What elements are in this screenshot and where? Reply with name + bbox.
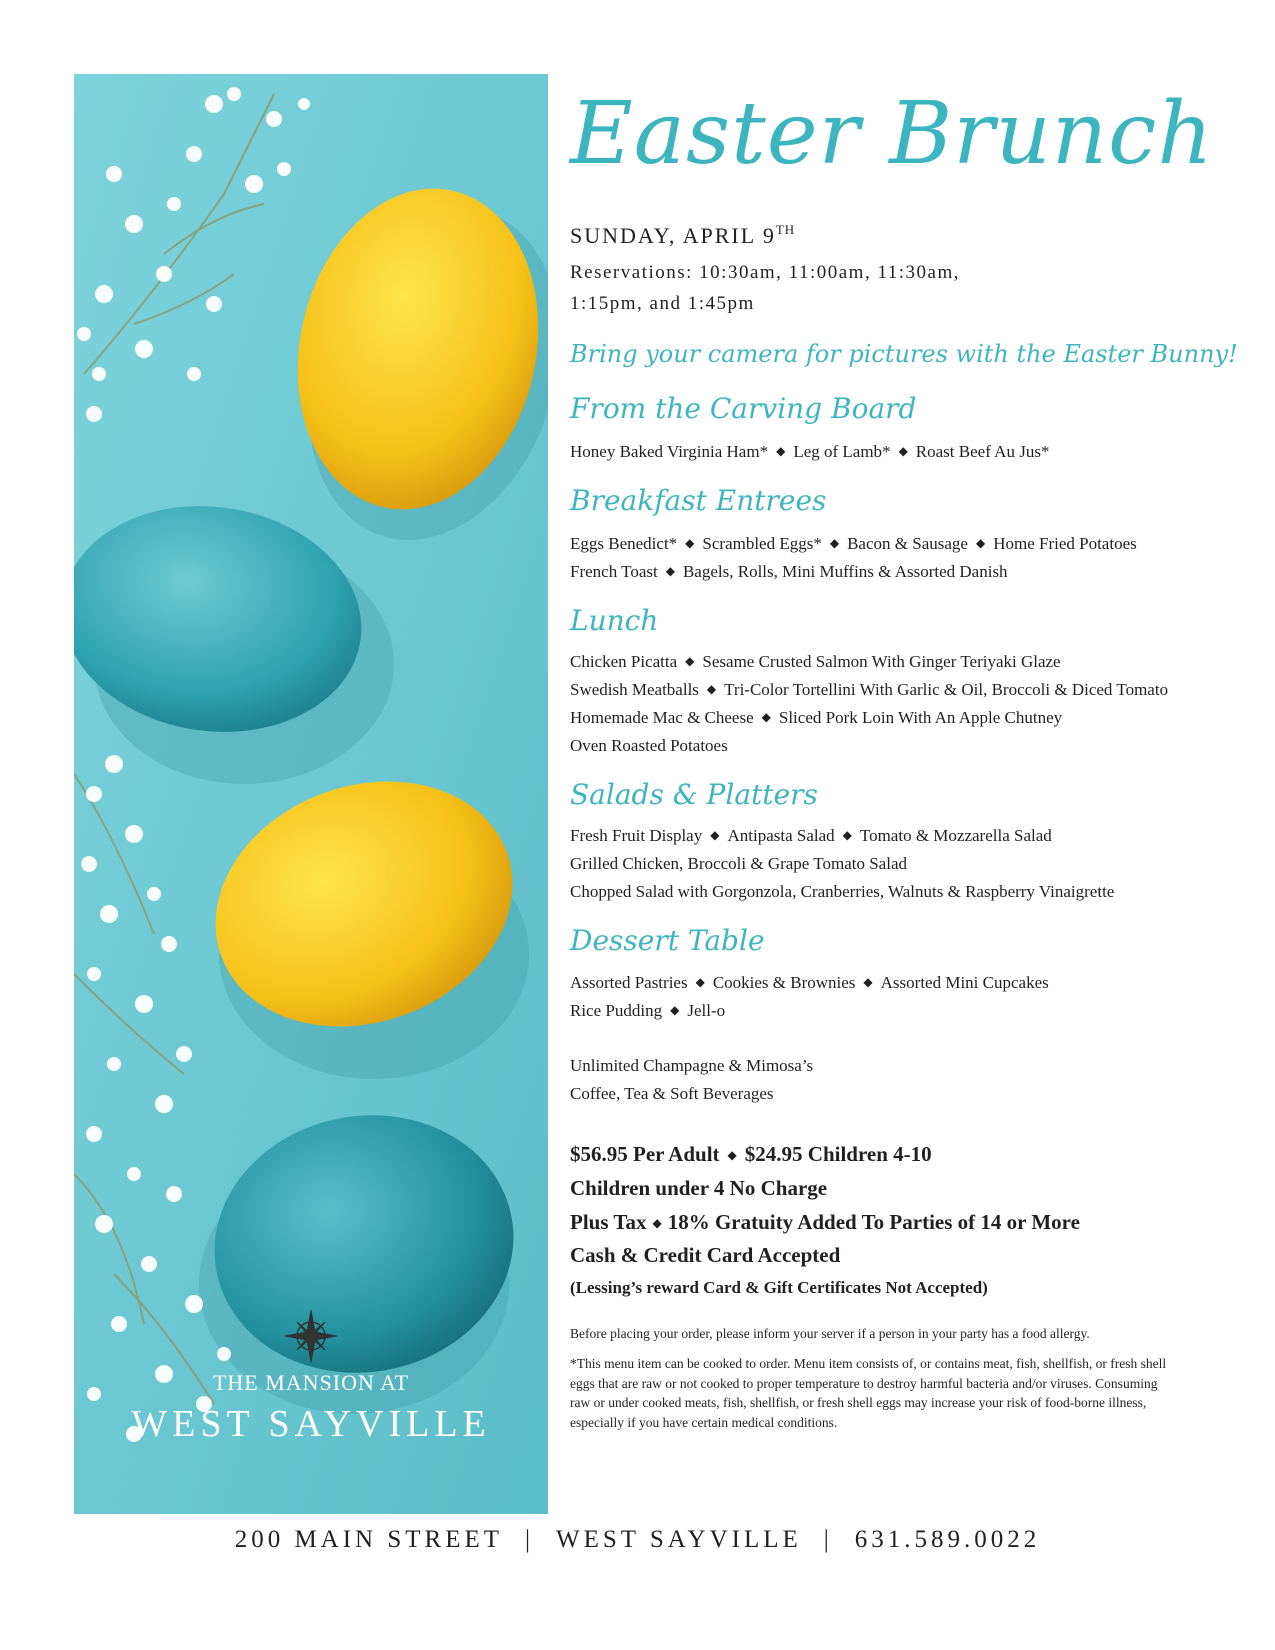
menu-item: Home Fried Potatoes: [993, 534, 1137, 553]
menu-item: Sesame Crusted Salmon With Ginger Teriyaki Glaze: [702, 652, 1061, 671]
bullet-icon: ◆: [670, 1003, 680, 1017]
child-price: $24.95 Children 4-10: [744, 1142, 932, 1166]
bullet-icon: ◆: [695, 975, 705, 989]
bullet-icon: ◆: [727, 1148, 737, 1162]
menu-item: Homemade Mac & Cheese: [570, 708, 754, 727]
menu-item: Sliced Pork Loin With An Apple Chutney: [778, 708, 1063, 727]
salads-line-1: [570, 826, 1052, 846]
menu-item: Cookies & Brownies: [712, 973, 856, 992]
bullet-icon: ◆: [898, 444, 908, 458]
menu-item: Scrambled Eggs*: [702, 534, 822, 553]
menu-item: Bagels, Rolls, Mini Muffins & Assorted Danish: [682, 562, 1008, 581]
menu-item: Tri-Color Tortellini With Garlic & Oil, Broccoli & Diced Tomato: [724, 680, 1169, 699]
section-heading-lunch: Lunch: [570, 604, 659, 637]
section-heading-breakfast: Breakfast Entrees: [570, 484, 827, 517]
menu-item: Grilled Chicken, Broccoli & Grape Tomato Salad: [570, 854, 907, 873]
event-date-text: SUNDAY, APRIL 9: [570, 223, 776, 248]
venue-logo: [74, 1364, 548, 1446]
pricing-line-4: Cash & Credit Card Accepted: [570, 1243, 841, 1267]
menu-item: Tomato & Mozzarella Salad: [859, 826, 1052, 845]
event-date: [570, 222, 795, 249]
page-title: Easter Brunch: [570, 84, 1214, 184]
bullet-icon: ◆: [685, 654, 695, 668]
lunch-line-4: [570, 736, 728, 756]
lunch-line-2: [570, 680, 1168, 700]
menu-item: Honey Baked Virginia Ham*: [570, 442, 769, 461]
footer-address: 200 MAIN STREET: [234, 1526, 504, 1553]
easter-eggs-photo: [74, 74, 548, 1514]
menu-item: Assorted Pastries: [570, 973, 688, 992]
reservations-line-1: Reservations: 10:30am, 11:00am, 11:30am,: [570, 262, 960, 283]
menu-item: Oven Roasted Potatoes: [570, 736, 728, 755]
bullet-icon: ◆: [665, 564, 675, 578]
menu-item: Roast Beef Au Jus*: [915, 442, 1050, 461]
bullet-icon: ◆: [706, 682, 717, 696]
tax-note: Plus Tax: [570, 1210, 647, 1234]
bullet-icon: ◆: [842, 828, 852, 842]
tagline: Bring your camera for pictures with the Easter Bunny!: [570, 340, 1238, 368]
beverages-line-2: Coffee, Tea & Soft Beverages: [570, 1084, 774, 1103]
bullet-icon: ◆: [975, 536, 986, 550]
menu-item: Antipasta Salad: [727, 826, 835, 845]
menu-item: Eggs Benedict*: [570, 534, 678, 553]
carving-line-1: [570, 442, 1049, 462]
section-heading-dessert: Dessert Table: [570, 924, 765, 957]
dessert-line-1: [570, 973, 1049, 993]
easter-eggs-illustration: [74, 74, 548, 1514]
lunch-line-3: [570, 708, 1062, 728]
menu-item: Jell-o: [687, 1001, 726, 1020]
pricing-line-2: Children under 4 No Charge: [570, 1176, 828, 1200]
bullet-icon: ◆: [829, 536, 840, 550]
bullet-icon: ◆: [863, 975, 873, 989]
menu-item: French Toast: [570, 562, 658, 581]
footer-separator: |: [823, 1526, 833, 1553]
menu-item: Rice Pudding: [570, 1001, 663, 1020]
reservations-line-2: 1:15pm, and 1:45pm: [570, 293, 755, 314]
salads-line-2: [570, 854, 907, 874]
pricing-line-3: [570, 1210, 1080, 1235]
bullet-icon: ◆: [685, 536, 695, 550]
bullet-icon: ◆: [710, 828, 720, 842]
footer-phone: 631.589.0022: [854, 1526, 1041, 1553]
adult-price: $56.95 Per Adult: [570, 1142, 720, 1166]
logo-top-text: THE MANSION AT: [212, 1370, 410, 1395]
footer-city: WEST SAYVILLE: [556, 1526, 802, 1553]
menu-item: Assorted Mini Cupcakes: [880, 973, 1049, 992]
footer-separator: |: [525, 1526, 535, 1553]
pricing-line-1: [570, 1142, 932, 1167]
salads-line-3: [570, 882, 1114, 902]
gratuity-note: 18% Gratuity Added To Parties of 14 or More: [667, 1210, 1080, 1234]
lunch-line-1: [570, 652, 1061, 672]
menu-item: Chicken Picatta: [570, 652, 678, 671]
allergy-note: Before placing your order, please inform your server if a person in your party has a food allergy.: [570, 1326, 1090, 1341]
menu-item: Swedish Meatballs: [570, 680, 699, 699]
beverages-line-1: Unlimited Champagne & Mimosa’s: [570, 1056, 814, 1075]
breakfast-line-2: [570, 562, 1008, 582]
disclaimer: *This menu item can be cooked to order. Menu item consists of, or contains meat, fish, shellfish, or fresh shell eggs that are raw or not cooked to proper temperature to destroy harmful bacteria and/or viruses. Consuming raw or under cooked meats, fish, shellfish, or fresh shell eggs may increase your risk of food-borne illness, especially if you have certain medical conditions.: [570, 1356, 1167, 1430]
menu-item: Fresh Fruit Display: [570, 826, 703, 845]
menu-item: Bacon & Sausage: [847, 534, 968, 553]
event-date-suffix: TH: [775, 222, 796, 237]
bullet-icon: ◆: [652, 1216, 662, 1230]
bullet-icon: ◆: [761, 710, 771, 724]
footer-contact: [0, 1526, 1275, 1554]
section-heading-salads: Salads & Platters: [570, 778, 818, 811]
menu-item: Leg of Lamb*: [793, 442, 891, 461]
pricing-line-5: (Lessing’s reward Card & Gift Certificates Not Accepted): [570, 1278, 988, 1297]
dessert-line-2: [570, 1001, 725, 1021]
section-heading-carving: From the Carving Board: [570, 392, 917, 425]
menu-item: Chopped Salad with Gorgonzola, Cranberries, Walnuts & Raspberry Vinaigrette: [570, 882, 1115, 901]
logo-main-text: WEST SAYVILLE: [131, 1403, 491, 1445]
bullet-icon: ◆: [776, 444, 786, 458]
breakfast-line-1: [570, 534, 1137, 554]
